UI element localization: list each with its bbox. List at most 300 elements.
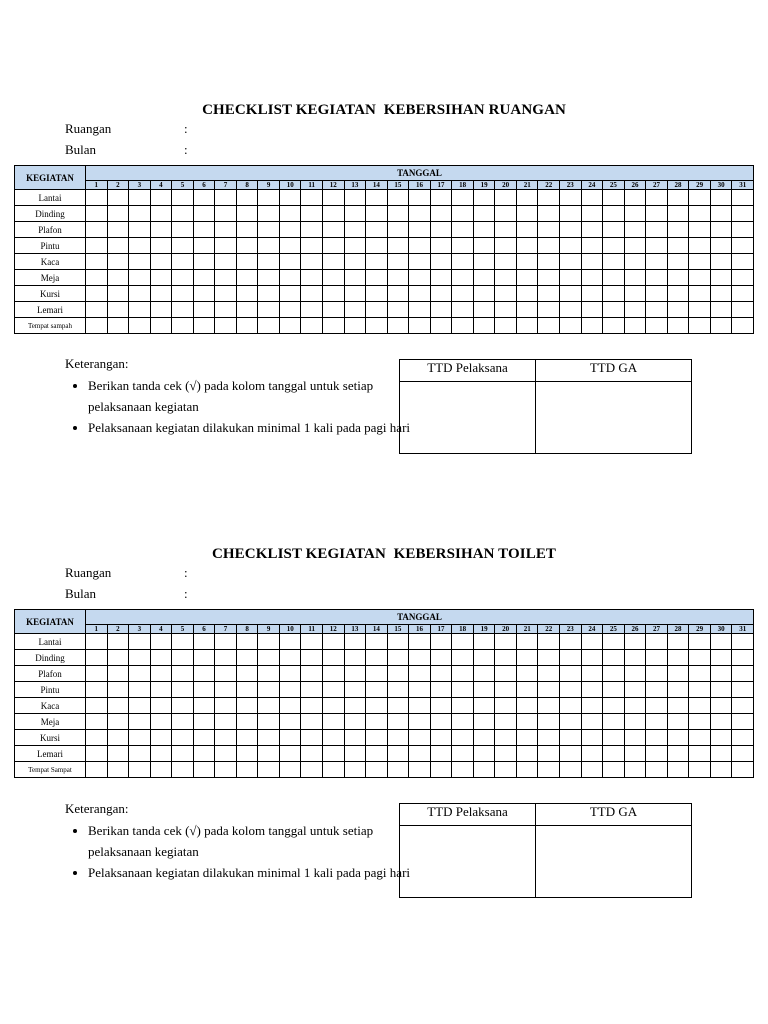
check-cell[interactable]: [624, 190, 646, 206]
check-cell[interactable]: [366, 730, 388, 746]
check-cell[interactable]: [172, 730, 194, 746]
check-cell[interactable]: [689, 762, 711, 778]
check-cell[interactable]: [646, 254, 668, 270]
check-cell[interactable]: [301, 666, 323, 682]
check-cell[interactable]: [107, 746, 129, 762]
check-cell[interactable]: [129, 746, 151, 762]
check-cell[interactable]: [538, 270, 560, 286]
check-cell[interactable]: [624, 254, 646, 270]
check-cell[interactable]: [387, 714, 409, 730]
check-cell[interactable]: [689, 190, 711, 206]
check-cell[interactable]: [516, 650, 538, 666]
check-cell[interactable]: [129, 222, 151, 238]
check-cell[interactable]: [129, 318, 151, 334]
check-cell[interactable]: [624, 746, 646, 762]
check-cell[interactable]: [430, 682, 452, 698]
check-cell[interactable]: [258, 682, 280, 698]
check-cell[interactable]: [732, 746, 754, 762]
check-cell[interactable]: [538, 650, 560, 666]
check-cell[interactable]: [129, 730, 151, 746]
check-cell[interactable]: [193, 318, 215, 334]
check-cell[interactable]: [86, 634, 108, 650]
check-cell[interactable]: [193, 634, 215, 650]
check-cell[interactable]: [646, 302, 668, 318]
check-cell[interactable]: [689, 746, 711, 762]
check-cell[interactable]: [624, 318, 646, 334]
check-cell[interactable]: [129, 666, 151, 682]
check-cell[interactable]: [473, 238, 495, 254]
check-cell[interactable]: [689, 714, 711, 730]
check-cell[interactable]: [172, 762, 194, 778]
check-cell[interactable]: [495, 270, 517, 286]
check-cell[interactable]: [236, 730, 258, 746]
check-cell[interactable]: [603, 190, 625, 206]
check-cell[interactable]: [366, 190, 388, 206]
check-cell[interactable]: [452, 714, 474, 730]
check-cell[interactable]: [172, 698, 194, 714]
check-cell[interactable]: [366, 714, 388, 730]
check-cell[interactable]: [279, 746, 301, 762]
check-cell[interactable]: [323, 762, 345, 778]
check-cell[interactable]: [581, 270, 603, 286]
check-cell[interactable]: [516, 318, 538, 334]
check-cell[interactable]: [258, 730, 280, 746]
check-cell[interactable]: [667, 650, 689, 666]
check-cell[interactable]: [236, 222, 258, 238]
check-cell[interactable]: [560, 634, 582, 650]
check-cell[interactable]: [603, 270, 625, 286]
check-cell[interactable]: [215, 634, 237, 650]
check-cell[interactable]: [344, 270, 366, 286]
check-cell[interactable]: [258, 238, 280, 254]
check-cell[interactable]: [560, 286, 582, 302]
check-cell[interactable]: [646, 762, 668, 778]
check-cell[interactable]: [603, 238, 625, 254]
check-cell[interactable]: [86, 270, 108, 286]
check-cell[interactable]: [366, 270, 388, 286]
check-cell[interactable]: [301, 650, 323, 666]
check-cell[interactable]: [86, 254, 108, 270]
check-cell[interactable]: [150, 318, 172, 334]
check-cell[interactable]: [667, 270, 689, 286]
check-cell[interactable]: [560, 698, 582, 714]
check-cell[interactable]: [624, 286, 646, 302]
check-cell[interactable]: [279, 682, 301, 698]
check-cell[interactable]: [172, 650, 194, 666]
check-cell[interactable]: [430, 698, 452, 714]
check-cell[interactable]: [279, 634, 301, 650]
check-cell[interactable]: [710, 714, 732, 730]
check-cell[interactable]: [409, 746, 431, 762]
check-cell[interactable]: [301, 746, 323, 762]
check-cell[interactable]: [344, 714, 366, 730]
check-cell[interactable]: [193, 762, 215, 778]
check-cell[interactable]: [430, 634, 452, 650]
check-cell[interactable]: [495, 650, 517, 666]
check-cell[interactable]: [323, 634, 345, 650]
check-cell[interactable]: [667, 746, 689, 762]
check-cell[interactable]: [387, 222, 409, 238]
check-cell[interactable]: [732, 714, 754, 730]
check-cell[interactable]: [193, 302, 215, 318]
check-cell[interactable]: [581, 714, 603, 730]
check-cell[interactable]: [215, 650, 237, 666]
check-cell[interactable]: [689, 270, 711, 286]
check-cell[interactable]: [279, 762, 301, 778]
check-cell[interactable]: [279, 286, 301, 302]
check-cell[interactable]: [236, 650, 258, 666]
check-cell[interactable]: [710, 238, 732, 254]
check-cell[interactable]: [215, 190, 237, 206]
check-cell[interactable]: [301, 698, 323, 714]
check-cell[interactable]: [301, 730, 323, 746]
check-cell[interactable]: [344, 318, 366, 334]
check-cell[interactable]: [473, 270, 495, 286]
check-cell[interactable]: [150, 762, 172, 778]
check-cell[interactable]: [624, 270, 646, 286]
check-cell[interactable]: [624, 650, 646, 666]
check-cell[interactable]: [624, 666, 646, 682]
check-cell[interactable]: [236, 714, 258, 730]
check-cell[interactable]: [344, 302, 366, 318]
check-cell[interactable]: [409, 286, 431, 302]
check-cell[interactable]: [538, 698, 560, 714]
check-cell[interactable]: [495, 286, 517, 302]
check-cell[interactable]: [516, 222, 538, 238]
check-cell[interactable]: [710, 302, 732, 318]
check-cell[interactable]: [172, 222, 194, 238]
check-cell[interactable]: [516, 730, 538, 746]
ttd-ga-box[interactable]: [536, 826, 692, 898]
check-cell[interactable]: [236, 698, 258, 714]
check-cell[interactable]: [366, 302, 388, 318]
check-cell[interactable]: [516, 682, 538, 698]
check-cell[interactable]: [560, 302, 582, 318]
check-cell[interactable]: [344, 254, 366, 270]
check-cell[interactable]: [473, 302, 495, 318]
check-cell[interactable]: [344, 698, 366, 714]
check-cell[interactable]: [646, 222, 668, 238]
check-cell[interactable]: [646, 238, 668, 254]
check-cell[interactable]: [430, 270, 452, 286]
check-cell[interactable]: [560, 746, 582, 762]
check-cell[interactable]: [710, 190, 732, 206]
check-cell[interactable]: [409, 698, 431, 714]
check-cell[interactable]: [409, 682, 431, 698]
check-cell[interactable]: [258, 254, 280, 270]
check-cell[interactable]: [516, 286, 538, 302]
check-cell[interactable]: [107, 634, 129, 650]
check-cell[interactable]: [387, 318, 409, 334]
check-cell[interactable]: [646, 286, 668, 302]
check-cell[interactable]: [409, 206, 431, 222]
check-cell[interactable]: [560, 762, 582, 778]
check-cell[interactable]: [258, 698, 280, 714]
check-cell[interactable]: [215, 682, 237, 698]
check-cell[interactable]: [473, 190, 495, 206]
check-cell[interactable]: [452, 238, 474, 254]
check-cell[interactable]: [107, 270, 129, 286]
check-cell[interactable]: [215, 270, 237, 286]
check-cell[interactable]: [409, 318, 431, 334]
check-cell[interactable]: [366, 222, 388, 238]
check-cell[interactable]: [710, 206, 732, 222]
check-cell[interactable]: [258, 714, 280, 730]
check-cell[interactable]: [538, 746, 560, 762]
check-cell[interactable]: [538, 302, 560, 318]
check-cell[interactable]: [495, 746, 517, 762]
check-cell[interactable]: [301, 254, 323, 270]
check-cell[interactable]: [86, 698, 108, 714]
check-cell[interactable]: [646, 650, 668, 666]
check-cell[interactable]: [258, 206, 280, 222]
check-cell[interactable]: [473, 286, 495, 302]
check-cell[interactable]: [279, 666, 301, 682]
check-cell[interactable]: [495, 762, 517, 778]
check-cell[interactable]: [581, 222, 603, 238]
check-cell[interactable]: [86, 302, 108, 318]
check-cell[interactable]: [667, 286, 689, 302]
check-cell[interactable]: [452, 270, 474, 286]
check-cell[interactable]: [732, 206, 754, 222]
check-cell[interactable]: [387, 682, 409, 698]
check-cell[interactable]: [172, 254, 194, 270]
check-cell[interactable]: [430, 238, 452, 254]
check-cell[interactable]: [689, 286, 711, 302]
check-cell[interactable]: [172, 206, 194, 222]
check-cell[interactable]: [344, 730, 366, 746]
check-cell[interactable]: [710, 698, 732, 714]
check-cell[interactable]: [150, 302, 172, 318]
check-cell[interactable]: [193, 730, 215, 746]
check-cell[interactable]: [603, 286, 625, 302]
check-cell[interactable]: [387, 634, 409, 650]
check-cell[interactable]: [258, 222, 280, 238]
check-cell[interactable]: [107, 254, 129, 270]
check-cell[interactable]: [516, 714, 538, 730]
check-cell[interactable]: [409, 666, 431, 682]
check-cell[interactable]: [452, 746, 474, 762]
check-cell[interactable]: [193, 666, 215, 682]
check-cell[interactable]: [129, 286, 151, 302]
check-cell[interactable]: [86, 222, 108, 238]
check-cell[interactable]: [215, 318, 237, 334]
check-cell[interactable]: [258, 190, 280, 206]
check-cell[interactable]: [732, 222, 754, 238]
check-cell[interactable]: [86, 762, 108, 778]
check-cell[interactable]: [301, 270, 323, 286]
check-cell[interactable]: [560, 650, 582, 666]
check-cell[interactable]: [86, 206, 108, 222]
check-cell[interactable]: [172, 302, 194, 318]
check-cell[interactable]: [344, 286, 366, 302]
check-cell[interactable]: [258, 746, 280, 762]
check-cell[interactable]: [387, 302, 409, 318]
check-cell[interactable]: [215, 206, 237, 222]
check-cell[interactable]: [344, 682, 366, 698]
check-cell[interactable]: [603, 318, 625, 334]
check-cell[interactable]: [279, 730, 301, 746]
check-cell[interactable]: [236, 682, 258, 698]
check-cell[interactable]: [107, 666, 129, 682]
ttd-ga-box[interactable]: [536, 382, 692, 454]
check-cell[interactable]: [387, 286, 409, 302]
check-cell[interactable]: [366, 666, 388, 682]
check-cell[interactable]: [495, 190, 517, 206]
check-cell[interactable]: [603, 746, 625, 762]
check-cell[interactable]: [409, 238, 431, 254]
check-cell[interactable]: [301, 762, 323, 778]
check-cell[interactable]: [387, 746, 409, 762]
check-cell[interactable]: [366, 762, 388, 778]
check-cell[interactable]: [689, 206, 711, 222]
check-cell[interactable]: [366, 254, 388, 270]
check-cell[interactable]: [236, 318, 258, 334]
check-cell[interactable]: [150, 666, 172, 682]
check-cell[interactable]: [86, 746, 108, 762]
check-cell[interactable]: [323, 746, 345, 762]
check-cell[interactable]: [323, 302, 345, 318]
check-cell[interactable]: [452, 222, 474, 238]
ttd-pelaksana-box[interactable]: [400, 382, 536, 454]
check-cell[interactable]: [150, 270, 172, 286]
check-cell[interactable]: [646, 714, 668, 730]
check-cell[interactable]: [581, 302, 603, 318]
check-cell[interactable]: [215, 286, 237, 302]
check-cell[interactable]: [473, 650, 495, 666]
check-cell[interactable]: [86, 190, 108, 206]
check-cell[interactable]: [279, 222, 301, 238]
check-cell[interactable]: [538, 682, 560, 698]
check-cell[interactable]: [344, 206, 366, 222]
check-cell[interactable]: [646, 634, 668, 650]
check-cell[interactable]: [538, 634, 560, 650]
check-cell[interactable]: [172, 634, 194, 650]
check-cell[interactable]: [452, 730, 474, 746]
check-cell[interactable]: [258, 318, 280, 334]
check-cell[interactable]: [344, 746, 366, 762]
check-cell[interactable]: [236, 746, 258, 762]
check-cell[interactable]: [193, 682, 215, 698]
check-cell[interactable]: [538, 222, 560, 238]
check-cell[interactable]: [452, 762, 474, 778]
check-cell[interactable]: [710, 666, 732, 682]
check-cell[interactable]: [236, 762, 258, 778]
check-cell[interactable]: [409, 254, 431, 270]
check-cell[interactable]: [667, 666, 689, 682]
check-cell[interactable]: [560, 190, 582, 206]
check-cell[interactable]: [279, 650, 301, 666]
check-cell[interactable]: [323, 238, 345, 254]
check-cell[interactable]: [387, 762, 409, 778]
check-cell[interactable]: [689, 318, 711, 334]
check-cell[interactable]: [301, 714, 323, 730]
check-cell[interactable]: [107, 714, 129, 730]
check-cell[interactable]: [258, 270, 280, 286]
check-cell[interactable]: [624, 302, 646, 318]
check-cell[interactable]: [581, 746, 603, 762]
check-cell[interactable]: [560, 666, 582, 682]
check-cell[interactable]: [236, 206, 258, 222]
check-cell[interactable]: [107, 318, 129, 334]
check-cell[interactable]: [581, 698, 603, 714]
check-cell[interactable]: [560, 206, 582, 222]
check-cell[interactable]: [710, 762, 732, 778]
check-cell[interactable]: [581, 634, 603, 650]
check-cell[interactable]: [581, 666, 603, 682]
check-cell[interactable]: [430, 762, 452, 778]
check-cell[interactable]: [279, 270, 301, 286]
check-cell[interactable]: [279, 254, 301, 270]
check-cell[interactable]: [323, 270, 345, 286]
check-cell[interactable]: [366, 698, 388, 714]
check-cell[interactable]: [560, 270, 582, 286]
check-cell[interactable]: [172, 318, 194, 334]
check-cell[interactable]: [129, 634, 151, 650]
check-cell[interactable]: [150, 206, 172, 222]
check-cell[interactable]: [516, 762, 538, 778]
check-cell[interactable]: [129, 206, 151, 222]
check-cell[interactable]: [667, 190, 689, 206]
check-cell[interactable]: [732, 762, 754, 778]
check-cell[interactable]: [430, 254, 452, 270]
check-cell[interactable]: [409, 634, 431, 650]
check-cell[interactable]: [667, 238, 689, 254]
check-cell[interactable]: [689, 666, 711, 682]
check-cell[interactable]: [430, 206, 452, 222]
check-cell[interactable]: [689, 238, 711, 254]
check-cell[interactable]: [473, 318, 495, 334]
check-cell[interactable]: [516, 254, 538, 270]
check-cell[interactable]: [538, 666, 560, 682]
check-cell[interactable]: [603, 714, 625, 730]
check-cell[interactable]: [646, 730, 668, 746]
check-cell[interactable]: [581, 730, 603, 746]
check-cell[interactable]: [86, 714, 108, 730]
check-cell[interactable]: [129, 650, 151, 666]
check-cell[interactable]: [689, 698, 711, 714]
check-cell[interactable]: [710, 222, 732, 238]
check-cell[interactable]: [603, 682, 625, 698]
check-cell[interactable]: [236, 190, 258, 206]
check-cell[interactable]: [344, 222, 366, 238]
check-cell[interactable]: [215, 714, 237, 730]
check-cell[interactable]: [387, 254, 409, 270]
check-cell[interactable]: [387, 238, 409, 254]
check-cell[interactable]: [387, 730, 409, 746]
check-cell[interactable]: [323, 666, 345, 682]
check-cell[interactable]: [560, 714, 582, 730]
check-cell[interactable]: [430, 730, 452, 746]
check-cell[interactable]: [430, 746, 452, 762]
check-cell[interactable]: [516, 238, 538, 254]
check-cell[interactable]: [279, 302, 301, 318]
check-cell[interactable]: [409, 190, 431, 206]
check-cell[interactable]: [193, 286, 215, 302]
check-cell[interactable]: [366, 634, 388, 650]
check-cell[interactable]: [193, 254, 215, 270]
check-cell[interactable]: [667, 682, 689, 698]
check-cell[interactable]: [258, 286, 280, 302]
check-cell[interactable]: [387, 206, 409, 222]
check-cell[interactable]: [409, 762, 431, 778]
check-cell[interactable]: [689, 730, 711, 746]
check-cell[interactable]: [452, 190, 474, 206]
check-cell[interactable]: [646, 190, 668, 206]
check-cell[interactable]: [193, 238, 215, 254]
check-cell[interactable]: [193, 206, 215, 222]
check-cell[interactable]: [150, 254, 172, 270]
